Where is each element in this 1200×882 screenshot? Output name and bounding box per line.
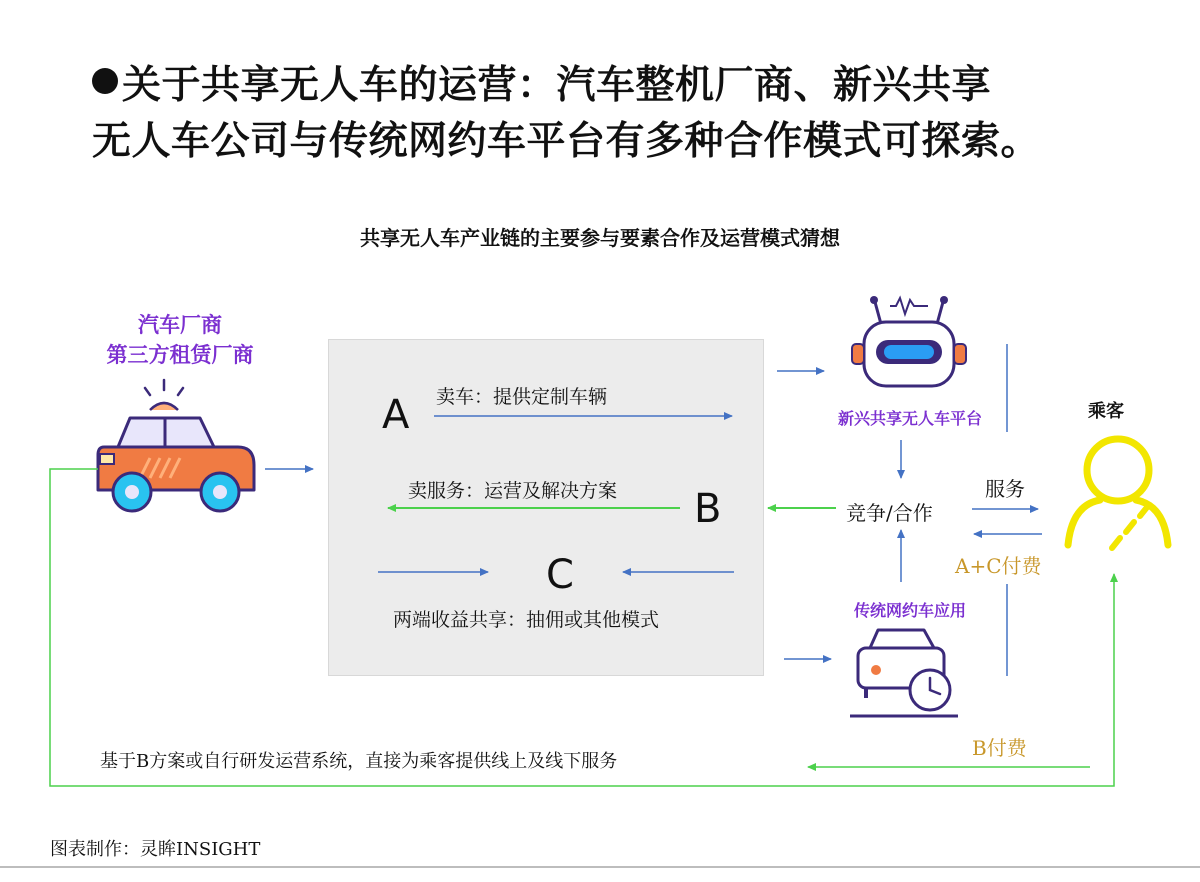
b-fee-label: B付费	[972, 736, 1027, 760]
left-party-line-2: 第三方租赁厂商	[106, 343, 254, 367]
mode-b-label: 卖服务：运营及解决方案	[408, 480, 618, 502]
mode-b-letter: B	[694, 486, 722, 532]
robot-icon	[852, 296, 966, 386]
passenger-icon	[1068, 439, 1168, 548]
diagram-title: 共享无人车产业链的主要参与要素合作及运营模式猜想	[360, 226, 840, 250]
headline-line-2: 无人车公司与传统网约车平台有多种合作模式可探索。	[92, 119, 1041, 164]
mode-c-letter: C	[546, 552, 574, 598]
car-with-siren-icon	[98, 380, 254, 511]
source-credit: 图表制作：灵眸INSIGHT	[50, 839, 261, 860]
car-clock-icon	[850, 630, 958, 716]
left-party-line-1: 汽车厂商	[138, 313, 222, 337]
traditional-platform-label: 传统网约车应用	[853, 601, 966, 620]
service-label: 服务	[985, 477, 1025, 501]
compete-cooperate-label: 竞争/合作	[846, 501, 933, 525]
loop-direct-service-path	[50, 469, 1114, 786]
mode-a-label: 卖车：提供定制车辆	[436, 386, 608, 408]
mode-c-label: 两端收益共享：抽佣或其他模式	[393, 609, 660, 631]
headline-line-1: 关于共享无人车的运营：汽车整机厂商、新兴共享	[122, 63, 992, 108]
passenger-label: 乘客	[1088, 401, 1124, 422]
ac-fee-label: A+C付费	[955, 554, 1042, 578]
bottom-note: 基于B方案或自行研发运营系统，直接为乘客提供线上及线下服务	[100, 751, 618, 772]
mode-a-letter: A	[382, 392, 410, 438]
new-platform-label: 新兴共享无人车平台	[837, 409, 982, 428]
